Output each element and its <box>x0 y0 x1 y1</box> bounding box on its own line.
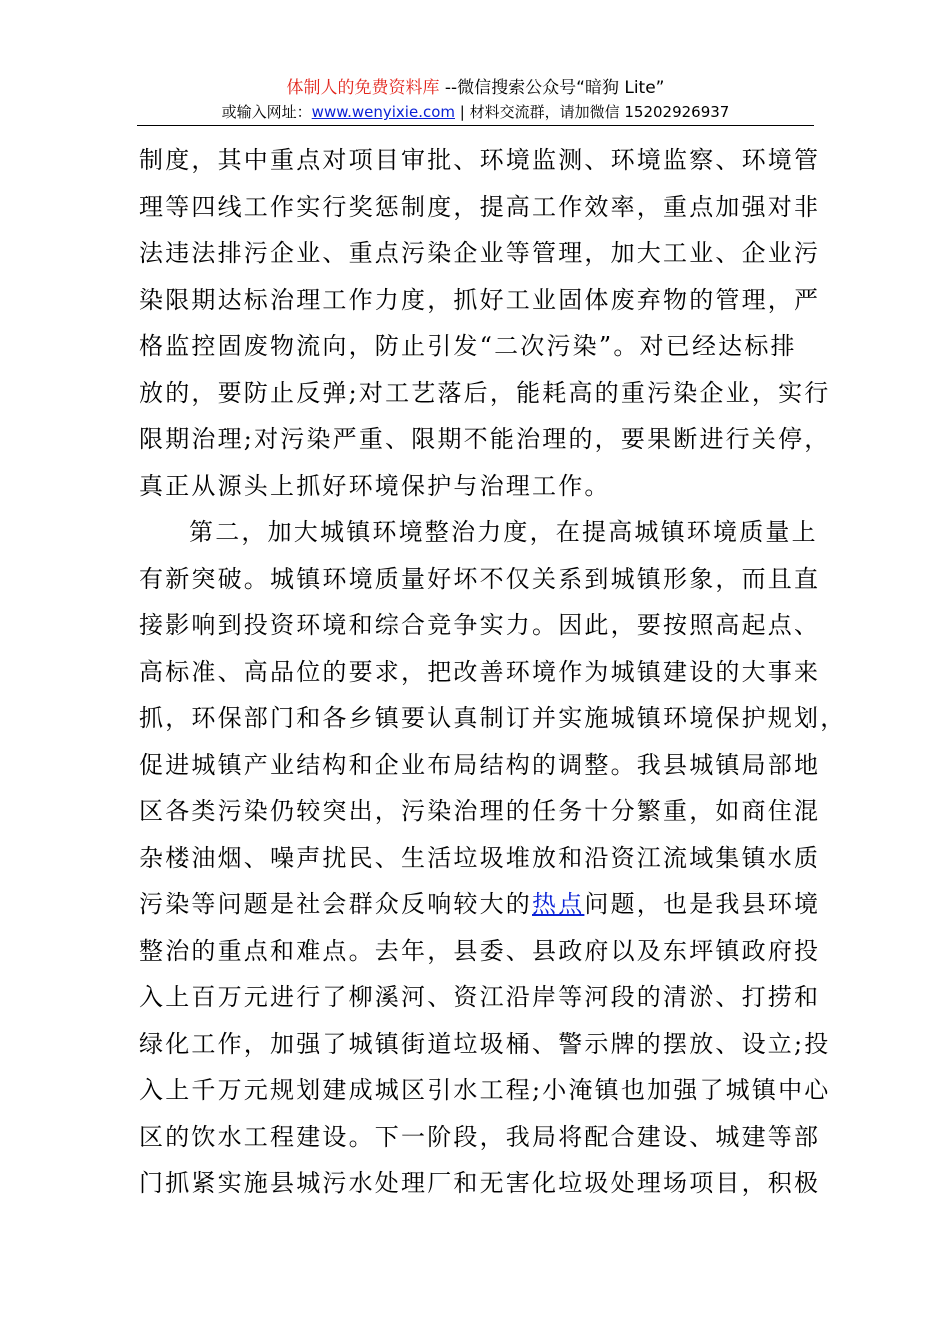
text-line: 法违法排污企业、重点污染企业等管理，加大工业、企业污 <box>139 239 821 267</box>
text-line: 格监控固废物流向，防止引发“二次污染”。对已经达标排 <box>139 332 797 360</box>
text-line: 整治的重点和难点。去年，县委、县政府以及东坪镇政府投 <box>139 936 821 965</box>
header-divider <box>137 125 814 126</box>
header-url-prefix: 或输入网址： <box>221 103 312 121</box>
text-line: 杂楼油烟、噪声扰民、生活垃圾堆放和沿资江流域集镇水质 <box>139 843 821 872</box>
text-line: 理等四线工作实行奖惩制度，提高工作效率，重点加强对非 <box>139 192 821 221</box>
text-line: 制度，其中重点对项目审批、环境监测、环境监察、环境管 <box>139 146 821 174</box>
header-tagline: --微信搜索公众号“暗狗 Lite” <box>439 78 665 98</box>
text-line: 染限期达标治理工作力度，抓好工业固体废弃物的管理，严 <box>139 285 821 314</box>
header-brand: 体制人的免费资料库 <box>286 78 440 98</box>
link-line-before: 污染等问题是社会群众反响较大的 <box>139 890 532 918</box>
text-line: 真正从源头上抓好环境保护与治理工作。 <box>139 471 611 500</box>
text-line: 绿化工作，加强了城镇街道垃圾桶、警示牌的摆放、设立;投 <box>139 1029 831 1058</box>
text-line: 入上百万元进行了柳溪河、资江沿岸等河段的清淤、打捞和 <box>139 983 821 1011</box>
text-line: 区各类污染仍较突出，污染治理的任务十分繁重，如商住混 <box>139 797 821 825</box>
link-line-after: 问题，也是我县环境 <box>584 890 821 918</box>
page-header <box>137 76 814 124</box>
text-line: 促进城镇产业结构和企业布局结构的调整。我县城镇局部地 <box>139 750 821 779</box>
paragraph-start-line: 第二，加大城镇环境整治力度，在提高城镇环境质量上 <box>189 518 818 546</box>
text-line: 接影响到投资环境和综合竞争实力。因此，要按照高起点、 <box>139 611 821 639</box>
text-line: 入上千万元规划建成城区引水工程;小淹镇也加强了城镇中心 <box>139 1076 831 1104</box>
header-url-suffix: | 材料交流群，请加微信 15202926937 <box>455 103 730 121</box>
document-body <box>139 137 847 1207</box>
text-line: 抓，环保部门和各乡镇要认真制订并实施城镇环境保护规划， <box>139 704 847 732</box>
text-line: 限期治理;对污染严重、限期不能治理的，要果断进行关停， <box>139 425 831 453</box>
header-title-line <box>137 76 814 100</box>
header-contact-line <box>137 100 814 124</box>
text-line: 高标准、高品位的要求，把改善环境作为城镇建设的大事来 <box>139 657 821 686</box>
text-line: 有新突破。城镇环境质量好坏不仅关系到城镇形象，而且直 <box>139 564 821 593</box>
header-url-link[interactable]: www.wenyixie.com <box>311 103 455 121</box>
text-line: 放的，要防止反弹;对工艺落后，能耗高的重污染企业，实行 <box>139 378 831 407</box>
text-line: 门抓紧实施县城污水处理厂和无害化垃圾处理场项目，积极 <box>139 1169 821 1197</box>
text-line-with-link <box>139 881 821 928</box>
text-line: 区的饮水工程建设。下一阶段，我局将配合建设、城建等部 <box>139 1122 821 1151</box>
hotspot-link[interactable]: 热点 <box>532 890 585 918</box>
